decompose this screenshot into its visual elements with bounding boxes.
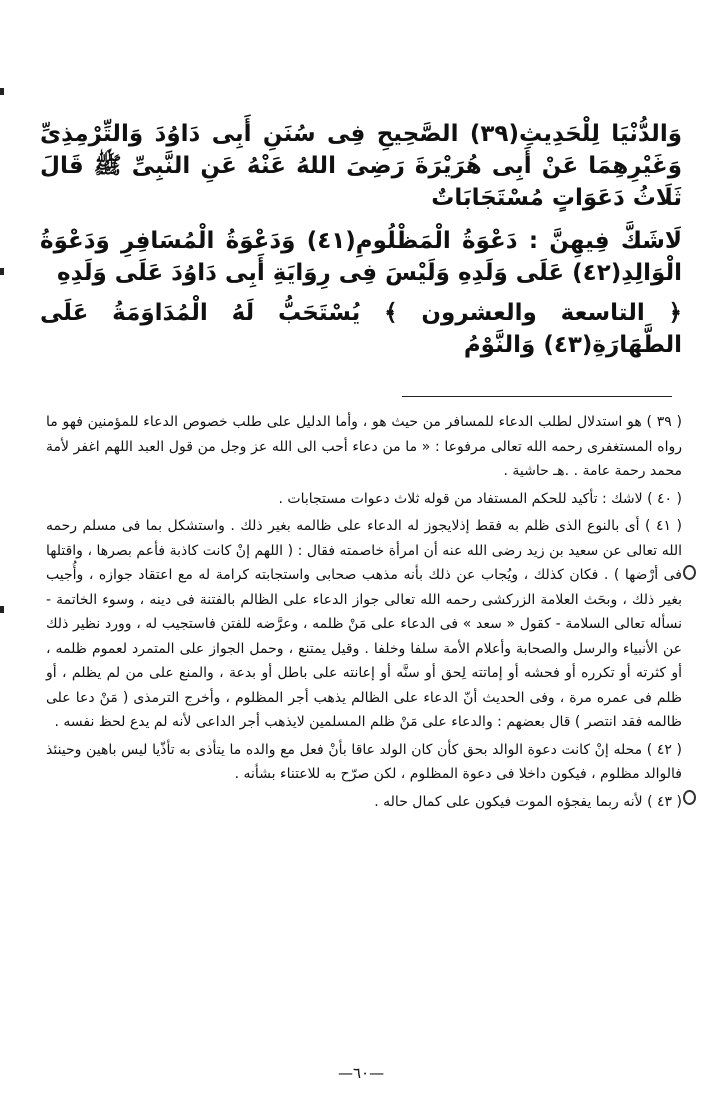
page-number: —٦٠— — [337, 1064, 385, 1082]
footnote-number: ( ٤٠ ) — [647, 490, 682, 507]
footnote-39 — [46, 410, 682, 484]
main-paragraph-2: لَاشَكَّ فِيهِنَّ : دَعْوَةُ الْمَظْلُومِ(٤١) وَدَعْوَةُ الْمُسَافِرِ وَدَعْوَةُ الْوَالِدِ(٤٢) عَلَى وَلَدِهِ وَلَيْسَ فِى رِوَايَةِ أَبِى دَاوُدَ عَلَى وَلَدِهِ — [40, 227, 682, 286]
footnote-text: لأنه ربما يفجؤه الموت فيكون على كمال حاله . — [374, 793, 643, 810]
footnote-number: ( ٤٣ ) — [647, 793, 682, 810]
scan-ring-mark — [683, 790, 696, 805]
footnote-number: ( ٤٢ ) — [646, 741, 682, 758]
footnote-41 — [46, 514, 682, 735]
footnote-text: أى بالنوع الذى ظلم به فقط إذلايجوز له الدعاء على ظالمه بغير ذلك . واستشكل بما فى مسلم رحمه الله تعالى عن سعيد بن زيد رضى الله عنه أن امرأة خاصمته فقال : ( اللهم إنْ كانت كاذبة فأعم بصرها ، واقتلها فى أرْضها ) . فكان كذلك ، ويُجاب عن ذلك بأنه مذهب صحابى واستجابته كرامة له مع اعتقاد جوازه ، وأُجيب بغير ذلك ، وبحَث العلامة الزركشى رحمه الله تعالى جواز الدعاء على الظالم بالفتنة فى دينه ، وسوء الخاتمة - نسأله تعالى السلامة - كقول « سعد » فى الدعاء على مَنْ ظلمه ، وعرَّضه للفتن فاستجيب له ، وورد نظير ذلك عن الأنبياء والرسل والصحابة وأعلام الأمة سلفا وخلفا . وقيل يمتنع ، وحمل الجواز على المتمرد لعموم ظلمه ، أو كثرته أو تكرره أو فحشه أو إماتته لِحق أو سنَّه أو إعانته على باطل أو بدعة ، والمنع على من لم يظلم ، أو ظلم فى عمره مرة ، وفى الحديث أنّ الدعاء على الظالم يذهب أجر المظلوم ، وأخرج الترمذى ( مَنْ دعا على ظالمه فقد انتصر ) قال بعضهم : والدعاء على مَنْ ظلم المسلمين لايذهب أجر الداعى لأنه لم يدع لحظ نفسه . — [46, 518, 682, 730]
footnote-text: محله إنْ كانت دعوة الوالد بحق كأن كان الولد عاقا بأنْ فعل مع والده ما يتأذى به تأذّيا ليس باهين وحينئذ فالوالد مظلوم ، فيكون داخلا فى دعوة المظلوم ، لكن صرّح به للاعتناء بشأنه . — [46, 741, 682, 782]
main-text-block — [40, 118, 682, 368]
main-paragraph-1: وَالدُّنْيَا لِلْحَدِيثِ(٣٩) الصَّحِيحِ فِى سُنَنِ أَبِى دَاوُدَ وَالتِّرْمِذِىِّ وَغَيْرِهِمَا عَنْ أَبِى هُرَيْرَةَ رَضِىَ اللهُ عَنْهُ عَنِ النَّبِىِّ ﷺ قَالَ ثَلَاثُ دَعَوَاتٍ مُسْتَجَابَاتٌ — [40, 121, 682, 212]
footnote-42 — [46, 738, 682, 787]
footnote-separator — [402, 396, 672, 397]
footnote-number: ( ٤١ ) — [645, 518, 682, 534]
scan-edge-mark — [0, 88, 4, 95]
scan-ring-mark — [683, 565, 696, 580]
scan-edge-mark — [0, 606, 4, 613]
scan-edge-mark — [0, 268, 4, 275]
main-paragraph-3: ﴿ التاسعة والعشرون ﴾ يُسْتَحَبُّ لَهُ الْمُدَاوَمَةُ عَلَى الطَّهَارَةِ(٤٣) وَالنَّوْمُ — [40, 299, 682, 359]
footnote-text: لاشك : تأكيد للحكم المستفاد من قوله ثلاث دعوات مستجابات . — [278, 490, 643, 507]
footnotes-block — [46, 410, 682, 817]
footnote-text: هو استدلال لطلب الدعاء للمسافر من حيث هو ، وأما الدليل على طلب خصوص الدعاء للمؤمنين فهو ما رواه المستغفرى رحمه الله تعالى مرفوعا : « ما من دعاء أحب الى الله عز وجل من قول العبد اللهم اغفر لأمة محمد رحمة عامة . .هـ حاشية . — [46, 414, 682, 479]
footnote-40 — [46, 487, 682, 512]
footnote-number: ( ٣٩ ) — [646, 414, 682, 430]
footnote-43 — [46, 790, 682, 815]
